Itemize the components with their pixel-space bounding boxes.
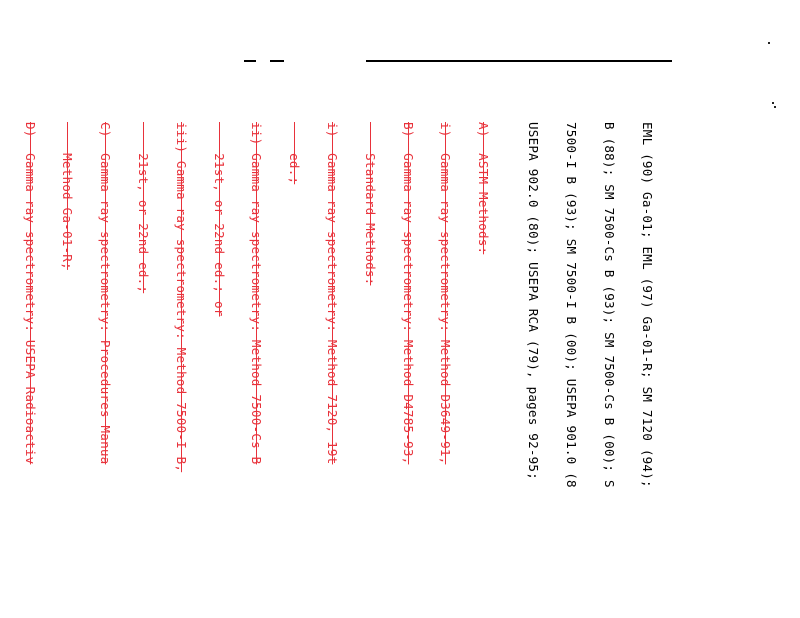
rotated-text-block [22, 122, 678, 618]
struck-line: 21st, or 22nd ed.; or [211, 122, 227, 317]
scan-speck [772, 102, 774, 104]
struck-line: i) Gamma ray spectrometry: Method D3649-91, [438, 122, 454, 465]
header-line: USEPA 902.0 (80); USEPA RCA (79), pages 92-95; [526, 122, 542, 480]
scan-speck [768, 42, 770, 44]
struck-line: A) ASTM Methods: [476, 122, 492, 255]
short-rule-left [244, 60, 256, 62]
short-rule-right [270, 60, 284, 62]
scan-speck [774, 106, 776, 108]
struck-line: iii) Gamma ray spectrometry: Method 7500-I B, [173, 122, 189, 473]
struck-line: C) Gamma ray spectrometry: Procedures Manua [98, 122, 114, 465]
rotated-text-region [22, 122, 678, 618]
struck-line: i) Gamma ray spectrometry: Method 7120, 19t [324, 122, 340, 465]
header-line: B (88); SM 7500-Cs B (93); SM 7500-Cs B (00); S [602, 122, 618, 488]
struck-line: 21st, or 22nd ed.; [136, 122, 152, 294]
struck-line: D) Gamma ray spectrometry: USEPA Radioactiv [22, 122, 38, 465]
long-rule [366, 60, 672, 62]
header-line: EML (90) Ga-01; EML (97) Ga-01-R; SM 7120 (94); [639, 122, 655, 488]
struck-line: Standard Methods: [362, 122, 378, 286]
header-line: 7500-I B (93); SM 7500-I B (00); USEPA 901.0 (8 [564, 122, 580, 488]
struck-line: ii) Gamma ray spectrometry: Method 7500-Cs B [249, 122, 265, 465]
struck-line: B) Gamma ray spectrometry: Method D4785-93, [400, 122, 416, 465]
struck-line: ed.; [287, 122, 303, 185]
struck-line: Method Ga-01-R; [60, 122, 76, 270]
